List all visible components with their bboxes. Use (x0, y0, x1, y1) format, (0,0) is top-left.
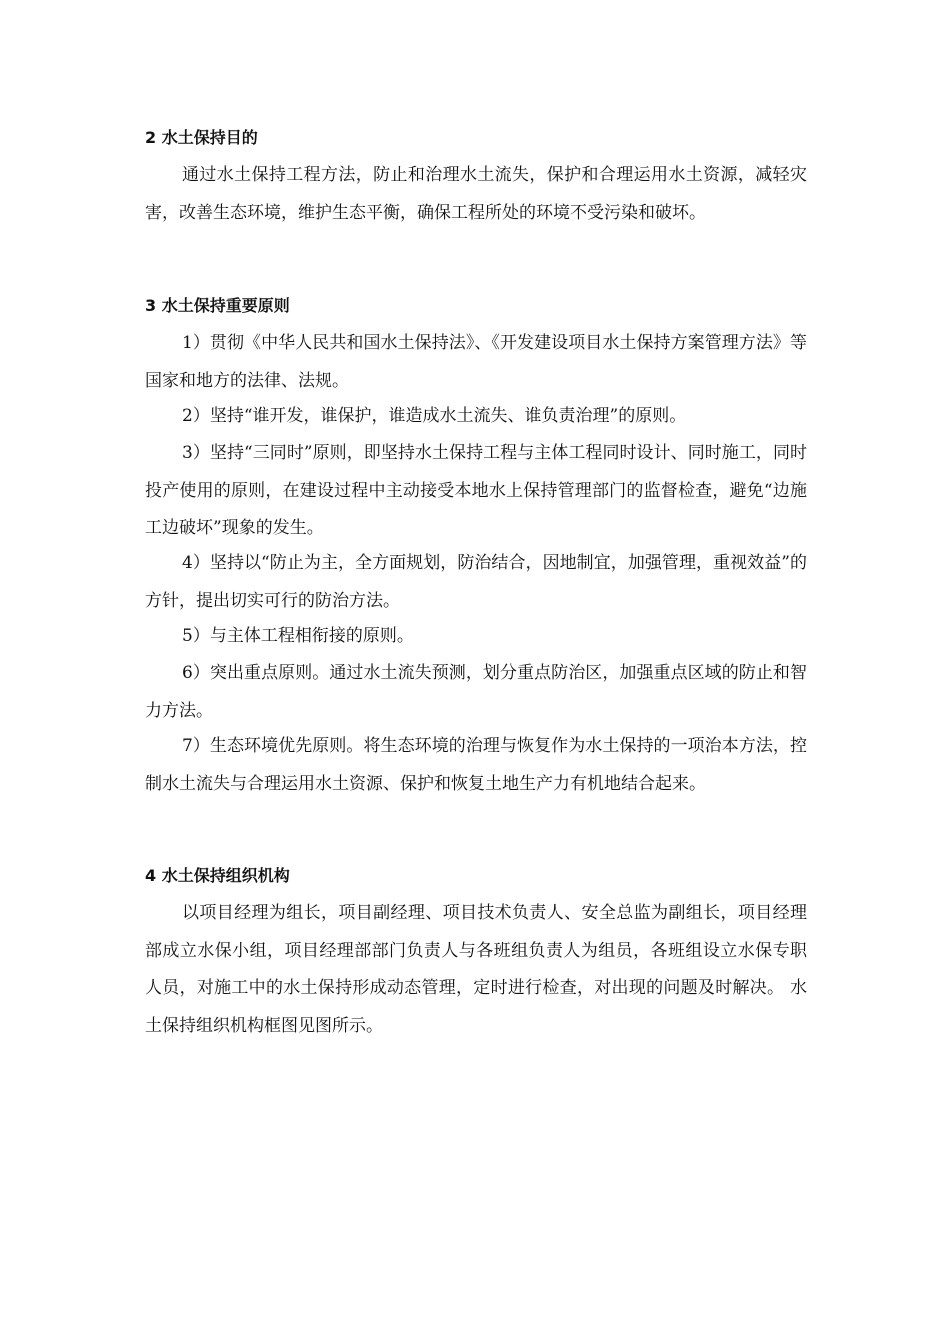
principle-6: 6）突出重点原则。通过水土流失预测，划分重点防治区，加强重点区域的防止和智力方法。 (145, 663, 807, 721)
principle-5: 5）与主体工程相衔接的原则。 (182, 626, 414, 646)
principle-4: 4）坚持以“防止为主，全方面规划，防治结合，因地制宜，加强管理，重视效益”的方针，提出切实可行的防治方法。 (145, 553, 807, 611)
section-4-paragraph-1: 以项目经理为组长，项目副经理、项目技术负责人、安全总监为副组长，项目经理部成立水保小组，项目经理部部门负责人与各班组负责人为组员，各班组设立水保专职人员，对施工中的水土保持形成动态管理，定时进行检查，对出现的问题及时解决。 水土保持组织机构框图见图所示。 (145, 903, 807, 1036)
principle-2: 2）坚持“谁开发，谁保护，谁造成水土流失、谁负责治理”的原则。 (182, 406, 687, 426)
principle-7: 7）生态环境优先原则。将生态环境的治理与恢复作为水土保持的一项治本方法，控制水土流失与合理运用水土资源、保护和恢复土地生产力有机地结合起来。 (145, 736, 807, 794)
principle-1: 1）贯彻《中华人民共和国水土保持法》、《开发建设项目水土保持方案管理方法》等国家和地方的法律、法规。 (145, 333, 807, 391)
section-2-paragraph-1: 通过水土保持工程方法，防止和治理水土流失，保护和合理运用水土资源，减轻灾害，改善生态环境，维护生态平衡，确保工程所处的环境不受污染和破坏。 (145, 165, 807, 223)
principle-3: 3）坚持“三同时”原则，即坚持水土保持工程与主体工程同时设计、同时施工，同时投产使用的原则，在建设过程中主动接受本地水上保持管理部门的监督检查，避免“边施工边破坏”现象的发生。 (145, 443, 807, 538)
section-heading-3: 3 水土保持重要原则 (145, 296, 290, 315)
section-heading-2: 2 水土保持目的 (145, 128, 258, 147)
section-heading-4: 4 水土保持组织机构 (145, 866, 290, 885)
